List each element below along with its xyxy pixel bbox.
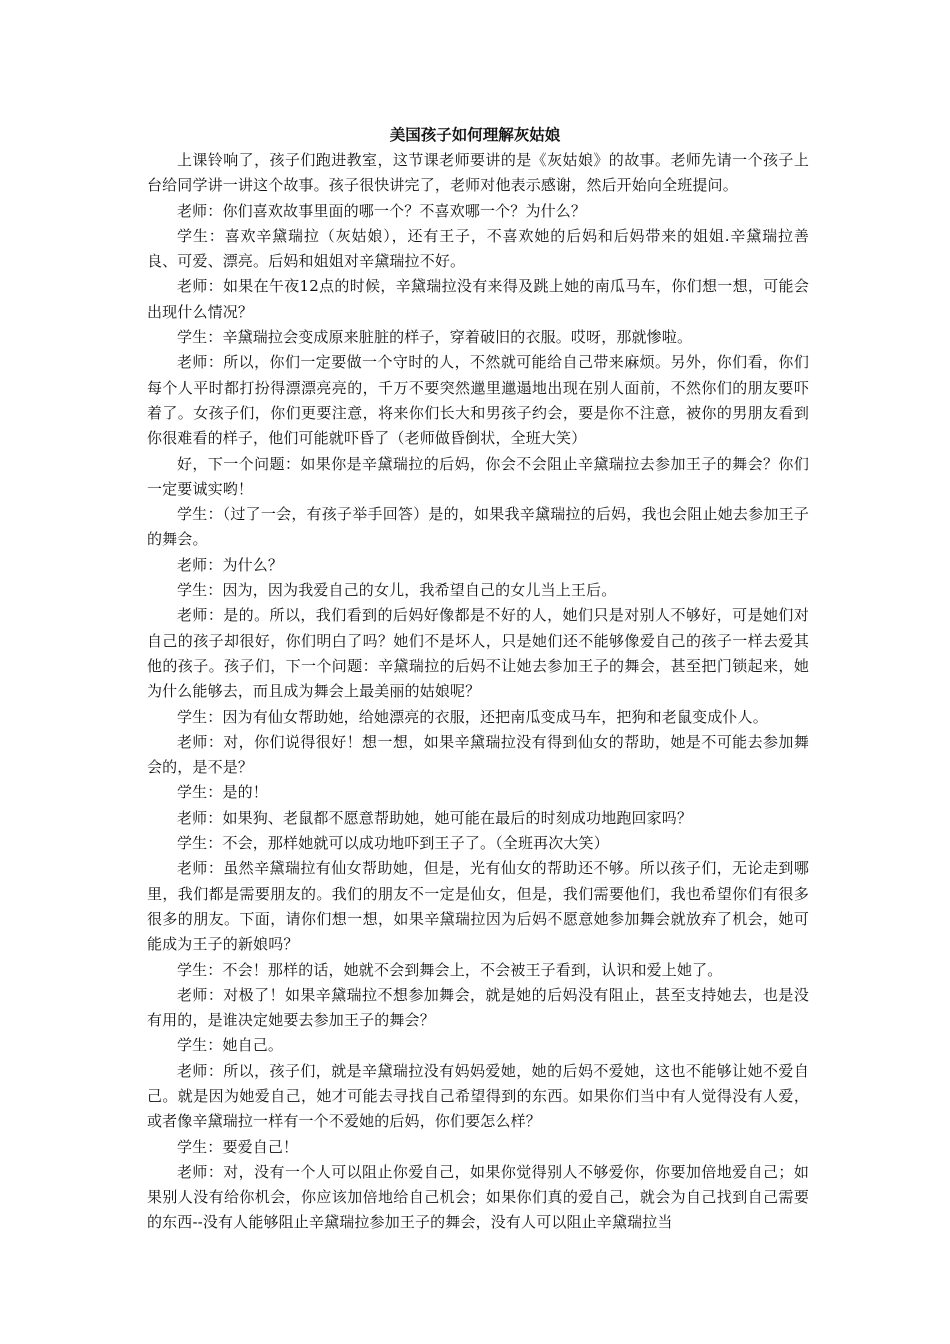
paragraph: 学生：（过了一会，有孩子举手回答）是的，如果我辛黛瑞拉的后妈，我也会阻止她去参加王子的舞会。 <box>147 505 809 549</box>
paragraph: 老师：对，你们说得很好！想一想，如果辛黛瑞拉没有得到仙女的帮助，她是不可能去参加舞会的，是不是？ <box>147 732 809 777</box>
paragraph: 老师：是的。所以，我们看到的后妈好像都是不好的人，她们只是对别人不够好，可是她们对自己的孩子却很好，你们明白了吗？她们不是坏人，只是她们还不能够像爱自己的孩子一样去爱其他的孩子。孩子们，下一个问题：辛黛瑞拉的后妈不让她去参加王子的舞会，甚至把门锁起来，她为什么能够去，而且成为舞会上最美丽的姑娘呢？ <box>147 606 809 701</box>
paragraph: 老师：所以，孩子们，就是辛黛瑞拉没有妈妈爱她，她的后妈不爱她，这也不能够让她不爱自己。就是因为她爱自己，她才可能去寻找自己希望得到的东西。如果你们当中有人觉得没有人爱，或者像辛黛瑞拉一样有一个不爱她的后妈，你们要怎么样？ <box>147 1061 809 1131</box>
paragraph: 老师：虽然辛黛瑞拉有仙女帮助她，但是，光有仙女的帮助还不够。所以孩子们，无论走到哪里，我们都是需要朋友的。我们的朋友不一定是仙女，但是，我们需要他们，我也希望你们有很多很多的朋友。下面，请你们想一想，如果辛黛瑞拉因为后妈不愿意她参加舞会就放弃了机会，她可能成为王子的新娘吗？ <box>147 859 809 954</box>
paragraph: 学生：她自己。 <box>177 1036 284 1055</box>
paragraph: 学生：要爱自己！ <box>177 1137 299 1156</box>
paragraph: 好，下一个问题：如果你是辛黛瑞拉的后妈，你会不会阻止辛黛瑞拉去参加王子的舞会？你们一定要诚实哟！ <box>147 454 809 498</box>
paragraph: 老师：所以，你们一定要做一个守时的人，不然就可能给自己带来麻烦。另外，你们看，你们每个人平时都打扮得漂漂亮亮的，千万不要突然邋里邋遢地出现在别人面前，不然你们的朋友要吓着了。女孩子们，你们更要注意，将来你们长大和男孩子约会，要是你不注意，被你的男朋友看到你很难看的样子，他们可能就吓昏了（老师做昏倒状，全班大笑） <box>147 353 809 448</box>
paragraph: 老师：如果狗、老鼠都不愿意帮助她，她可能在最后的时刻成功地跑回家吗？ <box>177 808 693 827</box>
paragraph: 学生：不会，那样她就可以成功地吓到王子了。（全班再次大笑） <box>177 834 609 853</box>
paragraph: 学生：是的！ <box>177 783 268 802</box>
paragraph: 老师：对，没有一个人可以阻止你爱自己，如果你觉得别人不够爱你，你要加倍地爱自己；如果别人没有给你机会，你应该加倍地给自己机会；如果你们真的爱自己，就会为自己找到自己需要的东西--没有人能够阻止辛黛瑞拉参加王子的舞会，没有人可以阻止辛黛瑞拉当 <box>147 1162 809 1232</box>
paragraph: 学生：喜欢辛黛瑞拉（灰姑娘），还有王子，不喜欢她的后妈和后妈带来的姐姐.辛黛瑞拉善良、可爱、漂亮。后妈和姐姐对辛黛瑞拉不好。 <box>147 226 809 271</box>
paragraph: 学生：因为有仙女帮助她，给她漂亮的衣服，还把南瓜变成马车，把狗和老鼠变成仆人。 <box>177 707 768 726</box>
paragraph: 老师：为什么？ <box>177 555 284 574</box>
document-body <box>147 148 809 1236</box>
paragraph: 老师：如果在午夜12点的时候，辛黛瑞拉没有来得及跳上她的南瓜马车，你们想一想，可能会出现什么情况？ <box>147 277 809 321</box>
paragraph: 学生：不会！那样的话，她就不会到舞会上，不会被王子看到，认识和爱上她了。 <box>177 960 723 979</box>
paragraph: 学生：辛黛瑞拉会变成原来脏脏的样子，穿着破旧的衣服。哎呀，那就惨啦。 <box>177 328 693 347</box>
paragraph: 学生：因为，因为我爱自己的女儿，我希望自己的女儿当上王后。 <box>177 581 617 600</box>
paragraph: 老师：对极了！如果辛黛瑞拉不想参加舞会，就是她的后妈没有阻止，甚至支持她去，也是没有用的，是谁决定她要去参加王子的舞会？ <box>147 985 809 1030</box>
document-title: 美国孩子如何理解灰姑娘 <box>389 126 561 144</box>
paragraph: 上课铃响了，孩子们跑进教室，这节课老师要讲的是《灰姑娘》的故事。老师先请一个孩子上台给同学讲一讲这个故事。孩子很快讲完了，老师对他表示感谢，然后开始向全班提问。 <box>147 151 809 195</box>
paragraph: 老师：你们喜欢故事里面的哪一个？不喜欢哪一个？为什么？ <box>177 201 587 220</box>
